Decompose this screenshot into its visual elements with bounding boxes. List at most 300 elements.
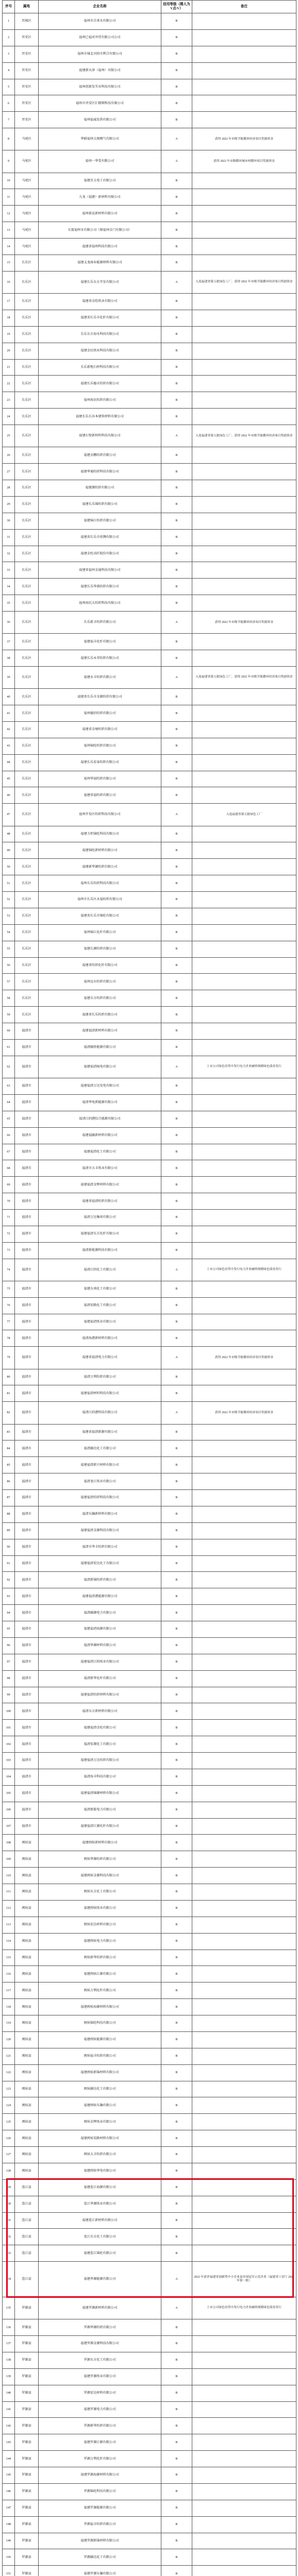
cell-area: 福清市	[15, 1210, 39, 1226]
cell-area: 连江县	[15, 2212, 39, 2229]
table-row	[3, 343, 296, 359]
table-row	[3, 2097, 296, 2114]
table-row	[3, 2516, 296, 2533]
cell-name: 福建闽侯江源有限公司	[39, 1966, 161, 1982]
cell-no: 91	[3, 1555, 15, 1572]
cell-note	[192, 2368, 296, 2385]
cell-name: 福建福清万达纺织有限公司	[39, 1753, 161, 1769]
cell-grade: B	[161, 112, 192, 128]
cell-name: 闽侯金辉纸业有限公司	[39, 2114, 161, 2130]
cell-note	[192, 2147, 296, 2163]
cell-no: 82	[3, 1402, 15, 1424]
cell-no: 133	[3, 2245, 15, 2262]
cell-name: 福建闽侯新锦材料有限公司	[39, 2064, 161, 2081]
table-row	[3, 842, 296, 859]
cell-note	[192, 1917, 296, 1933]
table-row	[3, 1736, 296, 1753]
cell-area: 连江县	[15, 2262, 39, 2297]
cell-note	[192, 1736, 296, 1753]
cell-grade: B	[161, 1127, 192, 1144]
cell-area: 福清市	[15, 1226, 39, 1242]
table-row	[3, 787, 296, 804]
cell-grade: B	[161, 1457, 192, 1473]
cell-name: 罗源福丰纺织有限公司	[39, 2516, 161, 2533]
cell-area: 福清市	[15, 1539, 39, 1555]
cell-area: 长乐区	[15, 705, 39, 722]
cell-note	[192, 2163, 296, 2179]
cell-name: 福建福清金辉材料有限公司	[39, 1177, 161, 1193]
table-row	[3, 1637, 296, 1654]
cell-note	[192, 79, 296, 95]
cell-note: 上市公司绿色信贷中发行电力企业融资规模绿色债券发行	[192, 2297, 296, 2319]
cell-area: 闽侯县	[15, 1835, 39, 1851]
cell-name: 福建力恒锦纶科技有限公司	[39, 826, 161, 842]
cell-no: 41	[3, 705, 15, 722]
cell-no: 21	[3, 359, 15, 376]
cell-area: 福清市	[15, 1424, 39, 1440]
table-row	[3, 990, 296, 1007]
table-row	[3, 173, 296, 189]
cell-no: 111	[3, 1884, 15, 1901]
cell-grade: B	[161, 2245, 192, 2262]
cell-grade: B	[161, 1785, 192, 1802]
cell-name: 闽侯新华纺织有限公司	[39, 1950, 161, 1966]
cell-note	[192, 2179, 296, 2196]
cell-note	[192, 1720, 296, 1736]
cell-name: 闽侯华源纺织有限公司	[39, 1851, 161, 1868]
cell-no: 31	[3, 529, 15, 546]
cell-area: 罗源县	[15, 2336, 39, 2352]
table-row	[3, 2064, 296, 2081]
cell-note	[192, 1868, 296, 1884]
cell-grade: B	[161, 2130, 192, 2147]
cell-no: 142	[3, 2418, 15, 2434]
cell-note	[192, 189, 296, 206]
table-row	[3, 1242, 296, 1259]
table-row	[3, 859, 296, 875]
cell-note: 获得 2022 年市级循环城市材循环项目奖励资金	[192, 150, 296, 173]
cell-note	[192, 2352, 296, 2368]
cell-grade: B	[161, 1802, 192, 1818]
cell-no: 114	[3, 1933, 15, 1950]
cell-note	[192, 447, 296, 464]
cell-note: 入选福建省第五批绿色工厂，获得 2022 年市级节能循环经济项目奖励资金	[192, 666, 296, 688]
cell-name: 福清市大丰纸业有限公司	[39, 1160, 161, 1177]
cell-name: 福清市华丰纺织有限公司	[39, 1539, 161, 1555]
cell-name: 福建福融新材料有限公司	[39, 1127, 161, 1144]
cell-note	[192, 1210, 296, 1226]
table-row	[3, 409, 296, 425]
cell-no: 89	[3, 1522, 15, 1539]
cell-no: 54	[3, 924, 15, 941]
cell-name: 闽侯锦纶科技有限公司	[39, 2015, 161, 2032]
cell-name: 福清新能源科技有限公司	[39, 1242, 161, 1259]
cell-no: 126	[3, 2130, 15, 2147]
table-row	[3, 562, 296, 579]
table-row	[3, 1851, 296, 1868]
cell-note	[192, 1621, 296, 1638]
cell-grade: B	[161, 1605, 192, 1621]
cell-grade: B	[161, 1933, 192, 1950]
table-row	[3, 2262, 296, 2297]
cell-no: 19	[3, 326, 15, 343]
cell-no: 65	[3, 1111, 15, 1127]
cell-area: 福清市	[15, 1818, 39, 1835]
table-row	[3, 392, 296, 409]
cell-area: 福清市	[15, 1522, 39, 1539]
cell-area: 闽侯县	[15, 1917, 39, 1933]
cell-name: 福州德信纺织有限公司	[39, 705, 161, 722]
cell-grade: B	[161, 1818, 192, 1835]
cell-area: 马尾区	[15, 222, 39, 239]
cell-grade: B	[161, 924, 192, 941]
cell-name: 福建罗源新材料有限公司	[39, 2297, 161, 2319]
table-row	[3, 2130, 296, 2147]
cell-note	[192, 859, 296, 875]
cell-no: 50	[3, 859, 15, 875]
cell-grade: B	[161, 2418, 192, 2434]
table-row	[3, 1440, 296, 1457]
cell-area: 罗源县	[15, 2434, 39, 2451]
table-row	[3, 529, 296, 546]
table-row	[3, 2031, 296, 2048]
cell-area: 晋安区	[15, 62, 39, 79]
cell-grade: B	[161, 2212, 192, 2229]
cell-area: 长乐区	[15, 294, 39, 310]
table-row	[3, 689, 296, 705]
cell-no: 75	[3, 1281, 15, 1297]
table-row	[3, 1687, 296, 1703]
cell-no: 45	[3, 771, 15, 787]
cell-name: 福建连江海源有限公司	[39, 2179, 161, 2196]
cell-no: 136	[3, 2319, 15, 2336]
cell-grade: A	[161, 271, 192, 293]
cell-grade: B	[161, 957, 192, 974]
cell-note	[192, 1281, 296, 1297]
cell-no: 27	[3, 464, 15, 480]
cell-note	[192, 2081, 296, 2097]
cell-name: 罗源东方化工有限公司	[39, 2352, 161, 2368]
table-row	[3, 595, 296, 612]
cell-grade: B	[161, 1007, 192, 1023]
cell-note	[192, 546, 296, 562]
cell-area: 罗源县	[15, 2418, 39, 2434]
table-row	[3, 95, 296, 112]
cell-no: 1	[3, 13, 15, 30]
cell-area: 福清市	[15, 1802, 39, 1818]
cell-name: 福州市长乐区永福纺织有限公司	[39, 892, 161, 908]
cell-name: 福建闽侯电力有限公司	[39, 1933, 161, 1950]
cell-name: 九龙（福建）新材料有限公司	[39, 189, 161, 206]
cell-no: 121	[3, 2048, 15, 2064]
cell-area: 长乐区	[15, 612, 39, 634]
table-row	[3, 2451, 296, 2467]
cell-area: 闽侯县	[15, 2163, 39, 2179]
cell-grade: B	[161, 2179, 192, 2196]
cell-name: 福清东方新材料有限公司	[39, 1703, 161, 1720]
cell-area: 福清市	[15, 1281, 39, 1297]
cell-area: 福清市	[15, 1347, 39, 1369]
cell-name: 福清江阴港科技有限公司	[39, 1402, 161, 1424]
table-row	[3, 892, 296, 908]
cell-grade: B	[161, 2549, 192, 2566]
cell-area: 罗源县	[15, 2385, 39, 2401]
cell-name: 福清江阴化工有限公司	[39, 1259, 161, 1281]
cell-note	[192, 2031, 296, 2048]
cell-name: 福建省福清电力有限公司	[39, 1347, 161, 1369]
table-row	[3, 1769, 296, 1785]
cell-area: 福清市	[15, 1490, 39, 1506]
table-row	[3, 79, 296, 95]
cell-note: 2022 年获评福建省创新型中小企业及单项冠军示范企业（福建省工信厅 2022 年第一批）	[192, 2262, 296, 2297]
cell-area: 长乐区	[15, 546, 39, 562]
document-page	[2, 0, 296, 2576]
cell-grade: B	[161, 754, 192, 771]
cell-area: 长乐区	[15, 271, 39, 293]
cell-name: 闽侯宏达材料有限公司	[39, 1917, 161, 1933]
table-row	[3, 1314, 296, 1330]
cell-grade: B	[161, 2229, 192, 2245]
cell-grade: B	[161, 1490, 192, 1506]
cell-name: 福建闽侯能源有限公司	[39, 2031, 161, 2048]
table-row	[3, 1490, 296, 1506]
cell-grade: B	[161, 1111, 192, 1127]
cell-area: 长乐区	[15, 738, 39, 754]
cell-area: 福清市	[15, 1193, 39, 1210]
table-row	[3, 189, 296, 206]
cell-no: 11	[3, 189, 15, 206]
cell-area: 福清市	[15, 1039, 39, 1056]
cell-area: 长乐区	[15, 376, 39, 392]
cell-name: 福建闽侯宏路材料有限公司	[39, 2130, 161, 2147]
cell-name: 福建福清港能源有限公司	[39, 1588, 161, 1605]
cell-name: 福建长乐东方开发有限公司	[39, 271, 161, 293]
cell-grade: B	[161, 2467, 192, 2484]
cell-note	[192, 1226, 296, 1242]
table-row	[3, 1753, 296, 1769]
cell-area: 福清市	[15, 1457, 39, 1473]
cell-name: 福州已福对外贸有限公司公司	[39, 29, 161, 46]
cell-area: 闽侯县	[15, 1851, 39, 1868]
cell-no: 5	[3, 79, 15, 95]
table-row	[3, 1385, 296, 1402]
cell-note	[192, 2533, 296, 2549]
cell-note	[192, 1933, 296, 1950]
cell-grade: B	[161, 447, 192, 464]
cell-note	[192, 1160, 296, 1177]
cell-area: 福清市	[15, 1369, 39, 1385]
cell-area: 长乐区	[15, 721, 39, 738]
cell-grade: B	[161, 2015, 192, 2032]
cell-grade: B	[161, 1753, 192, 1769]
cell-grade: B	[161, 771, 192, 787]
cell-no: 32	[3, 546, 15, 562]
table-row	[3, 1259, 296, 1281]
cell-no: 120	[3, 2031, 15, 2048]
cell-no: 109	[3, 1851, 15, 1868]
table-row	[3, 721, 296, 738]
table-row	[3, 2319, 296, 2336]
cell-name: 福建福清宏达化工有限公司	[39, 1555, 161, 1572]
cell-grade: B	[161, 496, 192, 513]
cell-name: 连江华源纸业有限公司	[39, 2196, 161, 2212]
table-row	[3, 924, 296, 941]
cell-area: 长乐区	[15, 787, 39, 804]
cell-no: 58	[3, 990, 15, 1007]
cell-no: 61	[3, 1039, 15, 1056]
cell-no: 88	[3, 1506, 15, 1522]
table-row	[3, 1835, 296, 1851]
cell-note	[192, 1654, 296, 1670]
cell-no: 106	[3, 1802, 15, 1818]
cell-grade: B	[161, 376, 192, 392]
table-row	[3, 112, 296, 128]
cell-name: 福建东方纺织有限公司	[39, 990, 161, 1007]
cell-grade: B	[161, 1440, 192, 1457]
cell-no: 72	[3, 1226, 15, 1242]
cell-note	[192, 2196, 296, 2212]
cell-grade: A	[161, 150, 192, 173]
cell-area: 连江县	[15, 2245, 39, 2262]
cell-grade: B	[161, 1506, 192, 1522]
cell-name: 罗源万利化纤有限公司	[39, 2451, 161, 2467]
cell-note	[192, 2097, 296, 2114]
cell-no: 102	[3, 1736, 15, 1753]
cell-area: 福清市	[15, 1473, 39, 1490]
cell-note	[192, 2114, 296, 2130]
cell-area: 晋城区	[15, 13, 39, 30]
table-row	[3, 2434, 296, 2451]
cell-grade: B	[161, 1297, 192, 1314]
cell-grade: B	[161, 1177, 192, 1193]
cell-note	[192, 1966, 296, 1982]
cell-name: 福建福清金纶有限公司	[39, 1720, 161, 1736]
cell-no: 44	[3, 754, 15, 771]
cell-grade: B	[161, 79, 192, 95]
table-row	[3, 1868, 296, 1884]
table-row	[3, 128, 296, 150]
table-row	[3, 46, 296, 62]
table-row	[3, 1802, 296, 1818]
cell-grade: B	[161, 206, 192, 222]
cell-name: 福清万利纺织有限公司	[39, 1369, 161, 1385]
table-row	[3, 1039, 296, 1056]
cell-note	[192, 13, 296, 30]
cell-no: 134	[3, 2262, 15, 2297]
cell-grade: B	[161, 239, 192, 255]
cell-grade: B	[161, 2064, 192, 2081]
cell-note	[192, 1078, 296, 1095]
cell-grade: B	[161, 2147, 192, 2163]
cell-area: 闽侯县	[15, 1933, 39, 1950]
table-row	[3, 546, 296, 562]
table-row	[3, 1720, 296, 1736]
cell-note	[192, 1982, 296, 1999]
cell-note	[192, 650, 296, 667]
cell-area: 福清市	[15, 1506, 39, 1522]
cell-note	[192, 2549, 296, 2566]
cell-name: 长乐新地石材科技有限公司	[39, 359, 161, 376]
cell-grade: B	[161, 2434, 192, 2451]
cell-note	[192, 2566, 296, 2576]
cell-grade: B	[161, 1588, 192, 1605]
cell-name: 福建永丰纺织有限公司	[39, 666, 161, 688]
cell-note	[192, 2516, 296, 2533]
table-row	[3, 1884, 296, 1901]
table-row	[3, 974, 296, 990]
cell-no: 103	[3, 1753, 15, 1769]
table-row	[3, 2500, 296, 2516]
cell-area: 长乐区	[15, 359, 39, 376]
cell-no: 129	[3, 2179, 15, 2196]
table-row	[3, 150, 296, 173]
cell-no: 38	[3, 650, 15, 667]
cell-no: 96	[3, 1637, 15, 1654]
cell-note	[192, 1539, 296, 1555]
cell-area: 福清市	[15, 1385, 39, 1402]
cell-area: 福清市	[15, 1402, 39, 1424]
cell-area: 罗源县	[15, 2368, 39, 2385]
cell-area: 福清市	[15, 1314, 39, 1330]
cell-area: 长乐区	[15, 562, 39, 579]
cell-name: 福州市自来水有限公司	[39, 13, 161, 30]
cell-no: 20	[3, 343, 15, 359]
cell-name: 福州新运新材料有限公司	[39, 206, 161, 222]
cell-area: 长乐区	[15, 579, 39, 595]
cell-grade: A	[161, 1402, 192, 1424]
cell-note	[192, 513, 296, 529]
cell-no: 139	[3, 2368, 15, 2385]
cell-grade: A	[161, 1347, 192, 1369]
cell-area: 福清市	[15, 1637, 39, 1654]
cell-name: 福建福清新兴材料有限公司	[39, 1457, 161, 1473]
cell-no: 80	[3, 1369, 15, 1385]
table-row	[3, 1369, 296, 1385]
cell-no: 145	[3, 2467, 15, 2484]
cell-name: 福清新能电力有限公司	[39, 1802, 161, 1818]
cell-area: 长乐区	[15, 310, 39, 326]
cell-name: 福建省长乐纺织有限公司	[39, 1007, 161, 1023]
cell-name: 福建锦纶新材料有限公司	[39, 842, 161, 859]
cell-no: 39	[3, 666, 15, 688]
cell-no: 125	[3, 2114, 15, 2130]
cell-area: 长乐区	[15, 255, 39, 271]
cell-area: 福清市	[15, 1588, 39, 1605]
cell-area: 福清市	[15, 1160, 39, 1177]
cell-area: 长乐区	[15, 480, 39, 497]
cell-no: 55	[3, 941, 15, 957]
cell-area: 福清市	[15, 1703, 39, 1720]
cell-name: 福建闽侯东瀚有限公司	[39, 2097, 161, 2114]
cell-grade: B	[161, 255, 192, 271]
cell-grade: B	[161, 46, 192, 62]
cell-name: 福建连江新材料有限公司	[39, 2212, 161, 2229]
table-row	[3, 1193, 296, 1210]
cell-area: 长乐区	[15, 941, 39, 957]
table-row	[3, 1703, 296, 1720]
cell-no: 132	[3, 2229, 15, 2245]
cell-grade: B	[161, 2500, 192, 2516]
cell-name: 福建福清化工有限公司	[39, 1144, 161, 1160]
cell-no: 73	[3, 1242, 15, 1259]
cell-grade: B	[161, 579, 192, 595]
table-row	[3, 771, 296, 787]
table-row	[3, 294, 296, 310]
cell-name: 福清华源材料有限公司	[39, 1637, 161, 1654]
cell-grade: A	[161, 425, 192, 447]
cell-grade: B	[161, 2451, 192, 2467]
cell-name: 福建新华源纺织有限公司	[39, 859, 161, 875]
